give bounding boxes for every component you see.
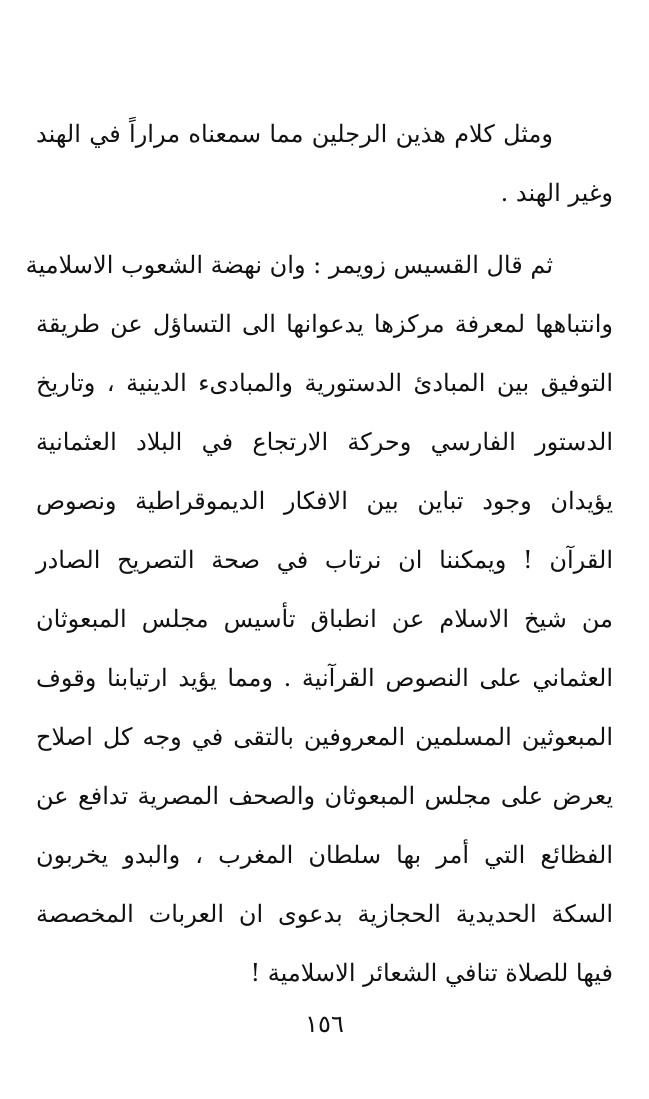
text-line: ومثل كلام هذين الرجلين مما سمعناه مراراً في الهند bbox=[36, 120, 553, 148]
paragraph-1 bbox=[36, 105, 613, 223]
text-line: المبعوثين المسلمين المعروفين بالتقى في وجه كل اصلاح bbox=[36, 723, 613, 751]
text-line: يعرض على مجلس المبعوثان والصحف المصرية تدافع عن bbox=[36, 782, 613, 810]
text-line: السكة الحديدية الحجازية بدعوى ان العربات المخصصة bbox=[36, 900, 613, 928]
text-line: يؤيدان وجود تباين بين الافكار الديموقراطية ونصوص bbox=[36, 487, 613, 515]
text-line: الفظائع التي أمر بها سلطان المغرب ، والبدو يخربون bbox=[36, 841, 613, 869]
text-line: القرآن ! ويمكننا ان نرتاب في صحة التصريح الصادر bbox=[36, 546, 613, 574]
text-line: وغير الهند . bbox=[500, 179, 613, 207]
text-line: وانتباهها لمعرفة مركزها يدعوانها الى التساؤل عن طريقة bbox=[36, 310, 613, 338]
page-number: ١٥٦ bbox=[305, 1010, 344, 1038]
text-line: من شيخ الاسلام عن انطباق تأسيس مجلس المبعوثان bbox=[36, 605, 613, 633]
paragraph-2 bbox=[25, 236, 613, 1003]
text-line: العثماني على النصوص القرآنية . ومما يؤيد ارتيابنا وقوف bbox=[36, 664, 613, 692]
text-line: التوفيق بين المبادئ الدستورية والمبادىء الدينية ، وتاريخ bbox=[36, 369, 613, 397]
text-line: فيها للصلاة تنافي الشعائر الاسلامية ! bbox=[250, 959, 613, 987]
text-line: الدستور الفارسي وحركة الارتجاع في البلاد العثمانية bbox=[36, 428, 613, 456]
text-line: ثم قال القسيس زويمر : وان نهضة الشعوب الاسلامية bbox=[25, 251, 553, 279]
